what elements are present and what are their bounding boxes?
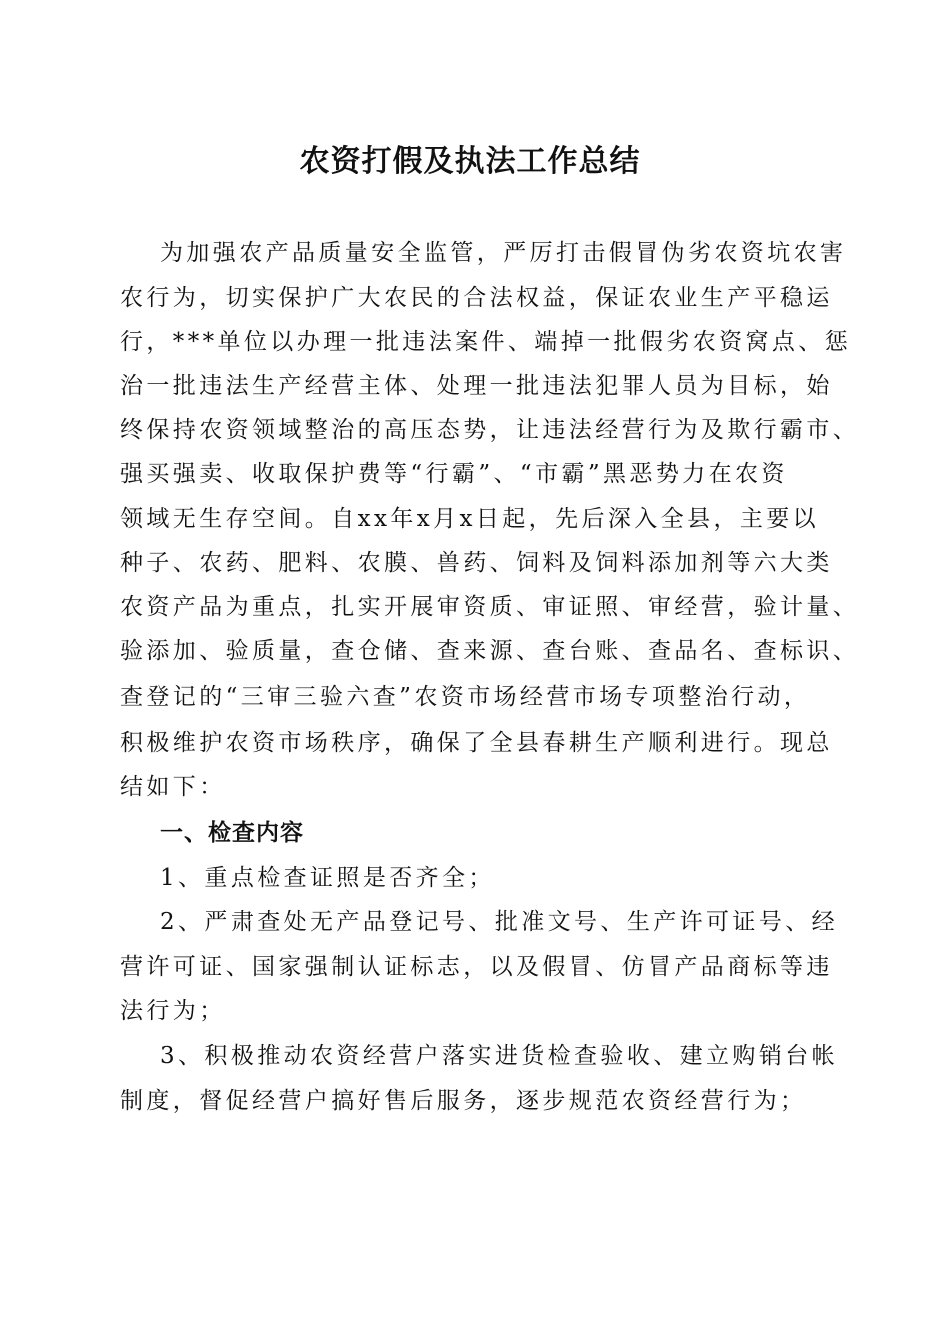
document-title: 农资打假及执法工作总结 — [299, 144, 641, 179]
intro-line-5: 终保持农资领域整治的高压态势，让违法经营行为及欺行霸市、 — [120, 417, 860, 443]
intro-line-11: 查登记的“三审三验六查”农资市场经营市场专项整治行动， — [120, 684, 811, 710]
intro-line-8: 种子、农药、肥料、农膜、兽药、饲料及饲料添加剂等六大类 — [120, 550, 833, 576]
item-3-line-2: 制度，督促经营户搞好售后服务，逐步规范农资经营行为； — [120, 1088, 807, 1114]
intro-line-9: 农资产品为重点，扎实开展审资质、审证照、审经营，验计量、 — [120, 594, 860, 620]
section-heading-inspection: 一、检查内容 — [160, 820, 304, 846]
item-3-line-1: 3、积极推动农资经营户落实进货检查验收、建立购销台帐 — [160, 1043, 839, 1069]
intro-line-3: 行，***单位以办理一批违法案件、端掉一批假劣农资窝点、惩 — [120, 329, 852, 355]
intro-line-6: 强买强卖、收取保护费等“行霸”、“市霸”黑恶势力在农资 — [120, 461, 788, 487]
intro-line-4: 治一批违法生产经营主体、处理一批违法犯罪人员为目标，始 — [120, 373, 833, 399]
intro-line-10: 验添加、验质量，查仓储、查来源、查台账、查品名、查标识、 — [120, 638, 860, 664]
item-2-line-3: 法行为； — [120, 998, 226, 1024]
item-2-line-2: 营许可证、国家强制认证标志，以及假冒、仿冒产品商标等违 — [120, 954, 833, 980]
intro-line-2: 农行为，切实保护广大农民的合法权益，保证农业生产平稳运 — [120, 285, 833, 311]
item-1-line-1: 1、重点检查证照是否齐全； — [160, 865, 495, 891]
item-2-line-1: 2、严肃查处无产品登记号、批准文号、生产许可证号、经 — [160, 909, 839, 935]
intro-line-12: 积极维护农资市场秩序，确保了全县春耕生产顺利进行。现总 — [120, 730, 833, 756]
intro-line-13: 结如下： — [120, 774, 226, 800]
intro-line-1: 为加强农产品质量安全监管，严厉打击假冒伪劣农资坑农害 — [160, 240, 847, 266]
intro-line-7: 领域无生存空间。自xx年x月x日起，先后深入全县，主要以 — [120, 506, 820, 532]
